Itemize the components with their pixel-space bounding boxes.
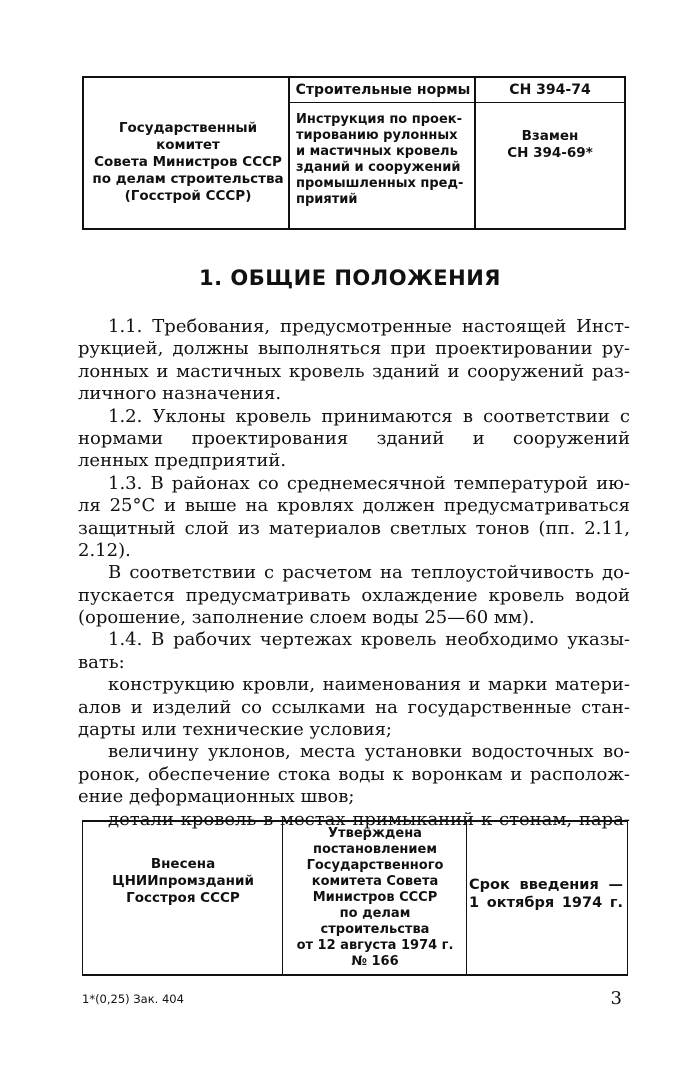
body-text — [78, 316, 630, 831]
replaces-note — [476, 128, 624, 162]
body-line: защитный слой из материалов светлых тонов (пп. 2.11, — [78, 517, 630, 539]
replaces-label: Взамен — [521, 128, 579, 144]
organization-line: Совета Министров СССР — [94, 154, 282, 170]
introduced-line: Внесена — [150, 856, 216, 872]
approval-table — [82, 820, 628, 976]
page-number: 3 — [610, 988, 622, 1009]
header-title-cell — [288, 78, 476, 228]
approved-line: Государственного — [306, 858, 444, 873]
body-line: пускается предусматривать охлаждение кровель водой — [78, 584, 630, 606]
body-line: 1.4. В рабочих чертежах кровель необходимо указы- — [108, 629, 630, 651]
body-line: лонных и мастичных кровель зданий и сооружений раз- — [78, 360, 630, 382]
title-line: приятий — [296, 192, 358, 207]
approved-line: постановлением — [313, 842, 437, 857]
section-title: 1. ОБЩИЕ ПОЛОЖЕНИЯ — [199, 266, 501, 290]
approved-line: комитета Совета — [311, 874, 439, 889]
body-line: рукцией, должны выполняться при проектировании ру- — [78, 338, 630, 360]
approved-cell — [282, 822, 467, 974]
introduced-line: ЦНИИпромзданий — [112, 873, 254, 889]
approved-line: Утверждена — [328, 826, 422, 841]
body-line: (орошение, заполнение слоем воды 25—60 мм). — [78, 607, 535, 629]
introduced-by — [83, 856, 283, 907]
document-category: Строительные нормы — [290, 78, 476, 103]
body-line: В соответствии с расчетом на теплоустойчивость до- — [108, 562, 630, 584]
effective-cell — [466, 822, 628, 974]
body-line: нормами проектирования зданий и сооружений — [78, 427, 630, 449]
document-code: СН 394-74 — [476, 78, 624, 103]
body-line: алов и изделий со ссылками на государственные стан- — [78, 696, 630, 718]
body-line: ля 25°С и выше на кровлях должен предусматриваться — [78, 495, 630, 517]
issuing-organization — [88, 120, 288, 205]
organization-line: (Госстрой СССР) — [124, 188, 252, 204]
body-line: детали кровель в местах примыканий к стенам, пара- — [108, 808, 630, 830]
body-line: величину уклонов, места установки водосточных во- — [108, 741, 630, 763]
document-header-table — [82, 76, 626, 230]
document-title — [296, 112, 472, 208]
replaces-code: СН 394-69* — [507, 145, 593, 161]
body-line: конструкцию кровли, наименования и марки матери- — [108, 674, 630, 696]
approved-line: по делам — [339, 906, 411, 921]
header-organization-cell — [82, 78, 290, 228]
body-line: ленных предприятий. — [78, 450, 287, 472]
body-line: ение деформационных швов; — [78, 786, 355, 808]
approved-by — [285, 826, 465, 970]
introduced-cell — [82, 822, 283, 974]
introduced-line: Госстроя СССР — [126, 890, 240, 906]
title-line: зданий и сооружений — [296, 160, 461, 175]
approved-line: Министров СССР — [312, 890, 438, 905]
organization-line: Государственный комитет — [118, 120, 258, 153]
print-info: 1*(0,25) Зак. 404 — [82, 992, 184, 1006]
body-line: ронок, обеспечение стока воды к воронкам и располож- — [78, 763, 630, 785]
title-line: Инструкция по проек- — [296, 112, 463, 127]
approved-number: № 166 — [351, 954, 399, 969]
header-code-cell — [474, 78, 626, 228]
body-line: дарты или технические условия; — [78, 719, 392, 741]
effective-value: 1 октября 1974 г. — [469, 895, 623, 911]
title-line: и мастичных кровель — [296, 144, 458, 159]
title-line: тированию рулонных — [296, 128, 458, 143]
approved-date: от 12 августа 1974 г. — [296, 938, 454, 953]
body-line: вать: — [78, 651, 125, 673]
body-line: 2.12). — [78, 539, 131, 561]
body-line: 1.2. Уклоны кровель принимаются в соответствии с — [108, 405, 630, 427]
body-line: 1.3. В районах со среднемесячной температурой ию- — [108, 472, 630, 494]
organization-line: по делам строительства — [92, 171, 284, 187]
body-line: личного назначения. — [78, 383, 282, 405]
effective-date — [469, 876, 623, 912]
effective-label: Срок введения — — [469, 877, 623, 893]
approved-line: строительства — [320, 922, 430, 937]
body-line: 1.1. Требования, предусмотренные настоящей Инст- — [108, 316, 630, 337]
title-line: промышленных пред- — [296, 176, 464, 191]
